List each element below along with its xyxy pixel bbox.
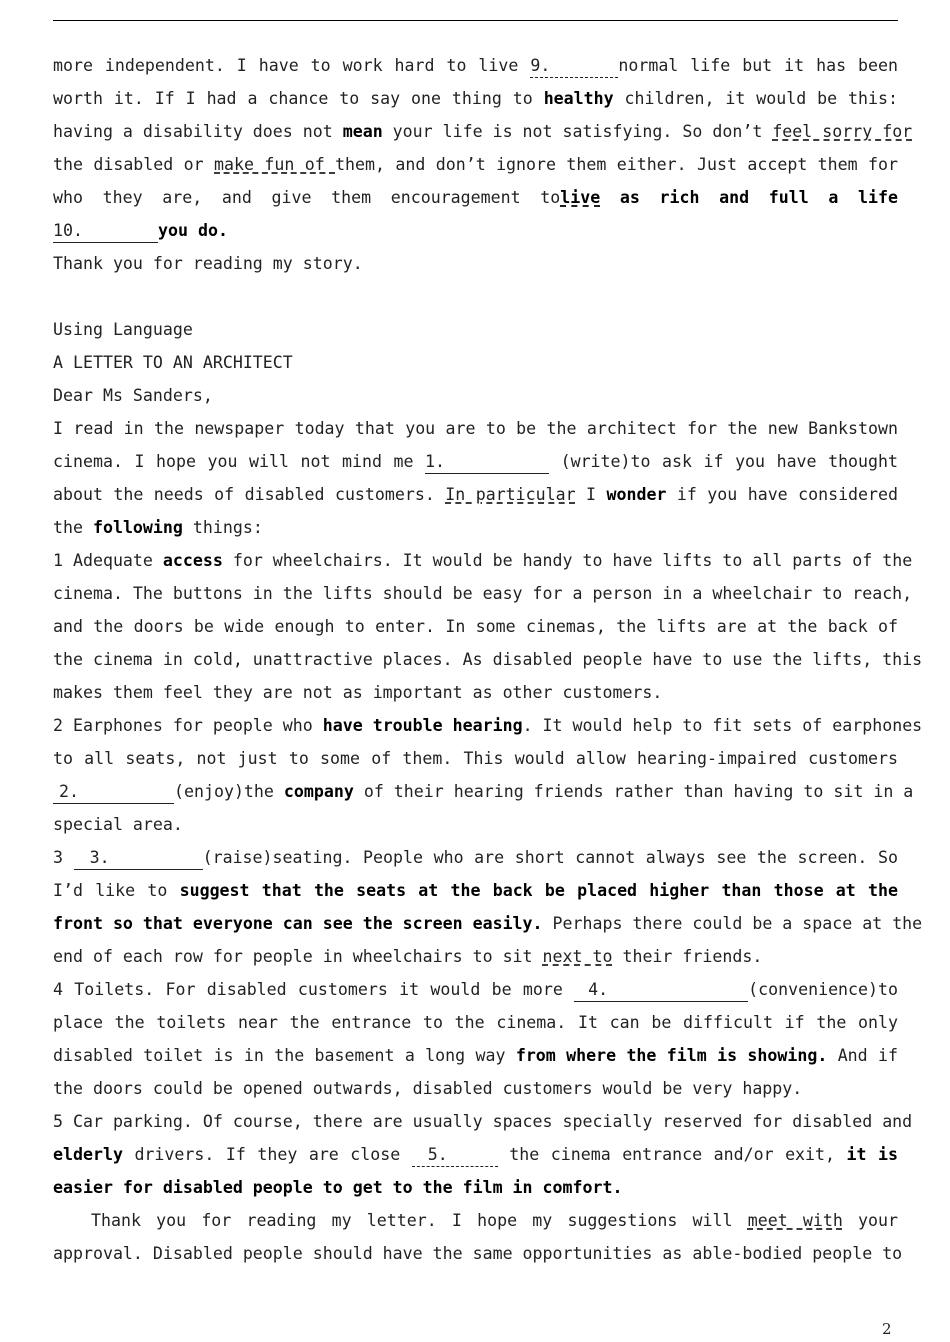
text-line: 4 Toilets. For disabled customers it would be more 4. (convenience)to (53, 973, 898, 1006)
text-line: and the doors be wide enough to enter. In some cinemas, the lifts are at the back of (53, 617, 898, 636)
text-line: approval. Disabled people should have the same opportunities as able-bodied people to (53, 1244, 903, 1263)
text-line: who they are, and give them encouragement tolive as rich and full a life (53, 188, 898, 207)
text-line: front so that everyone can see the screen easily. Perhaps there could be a space at the (53, 914, 923, 933)
blank-9[interactable]: 9. (530, 55, 618, 78)
text-line: 2. (enjoy)the company of their hearing friends rather than having to sit in a (53, 775, 898, 808)
header-rule (53, 20, 898, 21)
text-line: having a disability does not mean your life is not satisfying. So don’t feel sorry for (53, 122, 913, 141)
text-line: more independent. I have to work hard to live 9. normal life but it has been (53, 49, 898, 82)
blank-5[interactable]: 5. (412, 1144, 498, 1167)
text-line: elderly drivers. If they are close 5. the cinema entrance and/or exit, it is (53, 1138, 898, 1171)
text-line: special area. (53, 815, 183, 834)
blank-1[interactable]: 1. (425, 451, 549, 474)
text-line: Thank you for reading my letter. I hope my suggestions will meet with your (91, 1211, 899, 1230)
text-line: place the toilets near the entrance to the cinema. It can be difficult if the only (53, 1013, 898, 1032)
text-line: worth it. If I had a chance to say one thing to healthy children, it would be this: (53, 89, 898, 108)
blank-2[interactable]: 2. (53, 781, 174, 804)
blank-4[interactable]: 4. (574, 979, 748, 1002)
phrase-next-to: next to (542, 947, 613, 966)
text-line: end of each row for people in wheelchairs to sit next to their friends. (53, 947, 763, 966)
text-line: I read in the newspaper today that you are to be the architect for the new Bankstown (53, 419, 898, 438)
text-line: I’d like to suggest that the seats at the back be placed higher than those at the (53, 881, 898, 900)
text-line: about the needs of disabled customers. In particular I wonder if you have considered (53, 485, 899, 504)
text-line: cinema. The buttons in the lifts should be easy for a person in a wheelchair to reach, (53, 584, 913, 603)
phrase-meet-with: meet with (747, 1211, 843, 1230)
text-line: the disabled or make fun of them, and don’t ignore them either. Just accept them for (53, 155, 898, 174)
text-line: disabled toilet is in the basement a long way from where the film is showing. And if (53, 1046, 899, 1065)
blank-10[interactable]: 10. (53, 220, 158, 243)
text-line: the cinema in cold, unattractive places. As disabled people have to use the lifts, this (53, 650, 923, 669)
text-line: cinema. I hope you will not mind me 1. (write)to ask if you have thought (53, 445, 898, 478)
text-line: 10. you do. (53, 214, 898, 247)
text-line: 3 3. (raise)seating. People who are short cannot always see the screen. So (53, 841, 898, 874)
document-page (53, 49, 923, 1270)
blank-line (53, 280, 898, 313)
phrase-in-particular: In particular (445, 485, 576, 504)
text-line: to all seats, not just to some of them. This would allow hearing-impaired customers (53, 749, 898, 768)
blank-3[interactable]: 3. (74, 847, 203, 870)
text-line: 5 Car parking. Of course, there are usually spaces specially reserved for disabled and (53, 1112, 913, 1131)
phrase-feel-sorry-for: feel sorry for (772, 122, 913, 141)
text-line: the doors could be opened outwards, disabled customers would be very happy. (53, 1079, 803, 1098)
text-line: makes them feel they are not as important as other customers. (53, 683, 663, 702)
phrase-make-fun-of: make fun of (214, 155, 336, 174)
section-heading: Using Language (53, 320, 193, 339)
page-number: 2 (882, 1320, 892, 1338)
text-line: the following things: (53, 518, 263, 537)
letter-title: A LETTER TO AN ARCHITECT (53, 353, 293, 372)
text-line: Thank you for reading my story. (53, 254, 363, 273)
text-line: easier for disabled people to get to the film in comfort. (53, 1178, 623, 1197)
text-line: 1 Adequate access for wheelchairs. It would be handy to have lifts to all parts of the (53, 551, 913, 570)
letter-salutation: Dear Ms Sanders, (53, 386, 213, 405)
text-line: 2 Earphones for people who have trouble hearing. It would help to fit sets of earphones (53, 716, 923, 735)
phrase-live: live (560, 188, 601, 207)
